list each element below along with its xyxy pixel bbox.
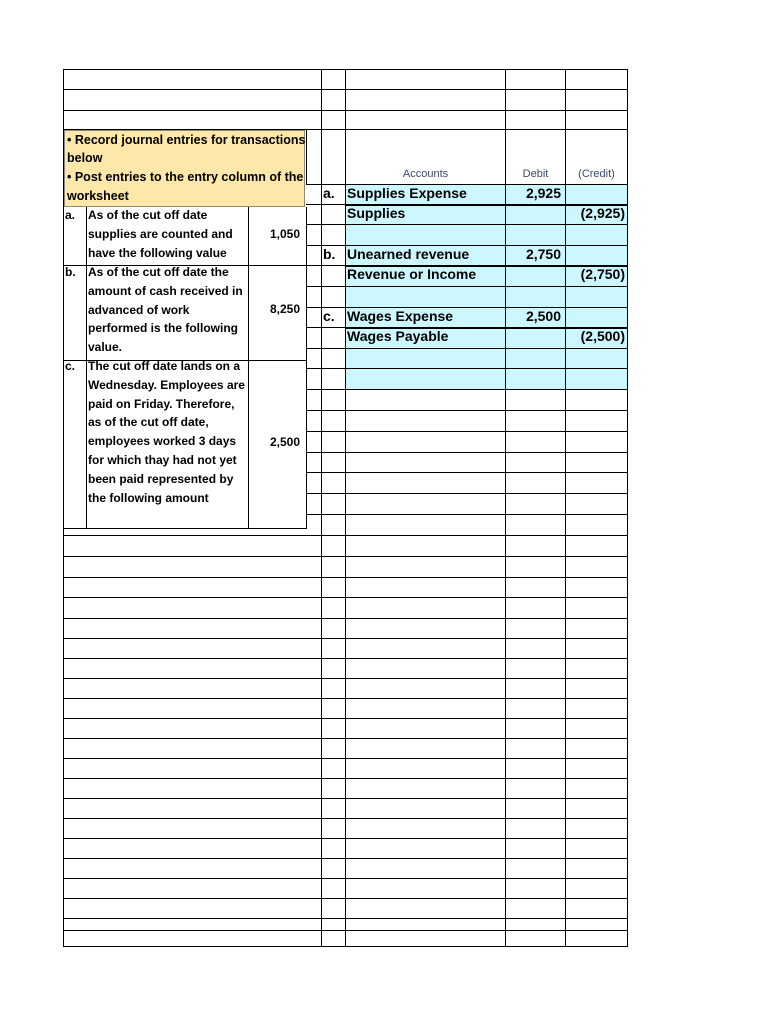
grid-line [306,472,628,473]
journal-credit: (2,500) [580,328,625,344]
transaction-text: paid on Friday. Therefore, [88,396,235,411]
transaction-text: As of the cut off date the [88,265,229,279]
grid-line [306,389,628,390]
grid-line [306,431,628,432]
journal-debit: 2,750 [525,246,561,262]
transaction-text: the following amount [88,490,209,505]
transaction-letter: a. [65,208,76,222]
grid-line [306,452,628,453]
grid-line [306,224,628,225]
transaction-text: As of the cut off date [88,208,208,222]
journal-letter: c. [323,308,335,324]
transaction-value: 8,250 [269,302,300,316]
transaction-text: employees worked 3 days [88,434,237,449]
instruction-line: below [67,151,103,165]
journal-credit: (2,750) [580,266,625,282]
journal-debit: 2,925 [525,185,561,201]
transaction-text: performed is the following [88,321,239,336]
journal-account: Revenue or Income [347,266,477,282]
grid-line [63,528,307,529]
transaction-text: as of the cut off date, [88,415,209,430]
grid-line [627,69,628,947]
grid-line [306,286,628,287]
accounts-header: Accounts [402,168,449,180]
journal-letter: a. [323,185,335,201]
instruction-line: • Record journal entries for transactions [67,133,306,147]
transaction-text: been paid represented by [88,471,234,486]
grid-line [306,514,628,515]
instruction-line: • Post entries to the entry column of the [67,170,304,184]
transaction-letter: b. [65,265,76,279]
grid-line [306,129,307,185]
journal-account: Supplies [347,205,406,221]
journal-account: Wages Expense [347,308,454,324]
instructions-box [64,130,305,207]
transaction-text: have the following value [88,245,227,260]
debit-header: Debit [522,168,549,180]
grid-line [306,493,628,494]
journal-account: Wages Payable [347,328,449,344]
grid-line [306,410,628,411]
journal-debit: 2,500 [525,308,561,324]
journal-account: Supplies Expense [347,185,467,201]
grid-line [86,207,87,529]
transaction-value: 2,500 [269,435,300,449]
transaction-text: amount of cash received in [88,283,243,298]
transaction-text: advanced of work [88,302,190,317]
instruction-line: worksheet [67,189,129,203]
transaction-value: 1,050 [269,227,300,241]
grid-line [248,207,249,529]
transaction-text: The cut off date lands on a [88,359,241,373]
credit-header: (Credit) [578,168,615,180]
grid-line [306,207,307,529]
journal-credit: (2,925) [580,205,625,221]
transaction-text: for which thay had not yet [88,453,237,467]
grid-line [345,69,346,947]
transaction-text: Wednesday. Employees are [88,377,245,392]
grid-line [321,69,322,947]
journal-account: Unearned revenue [347,246,470,262]
grid-line [306,368,628,369]
grid-line [306,348,628,349]
transaction-letter: c. [65,359,76,373]
transaction-text: value. [88,340,123,355]
transaction-text: supplies are counted and [88,226,233,241]
journal-letter: b. [323,246,336,262]
grid-line [565,69,566,947]
